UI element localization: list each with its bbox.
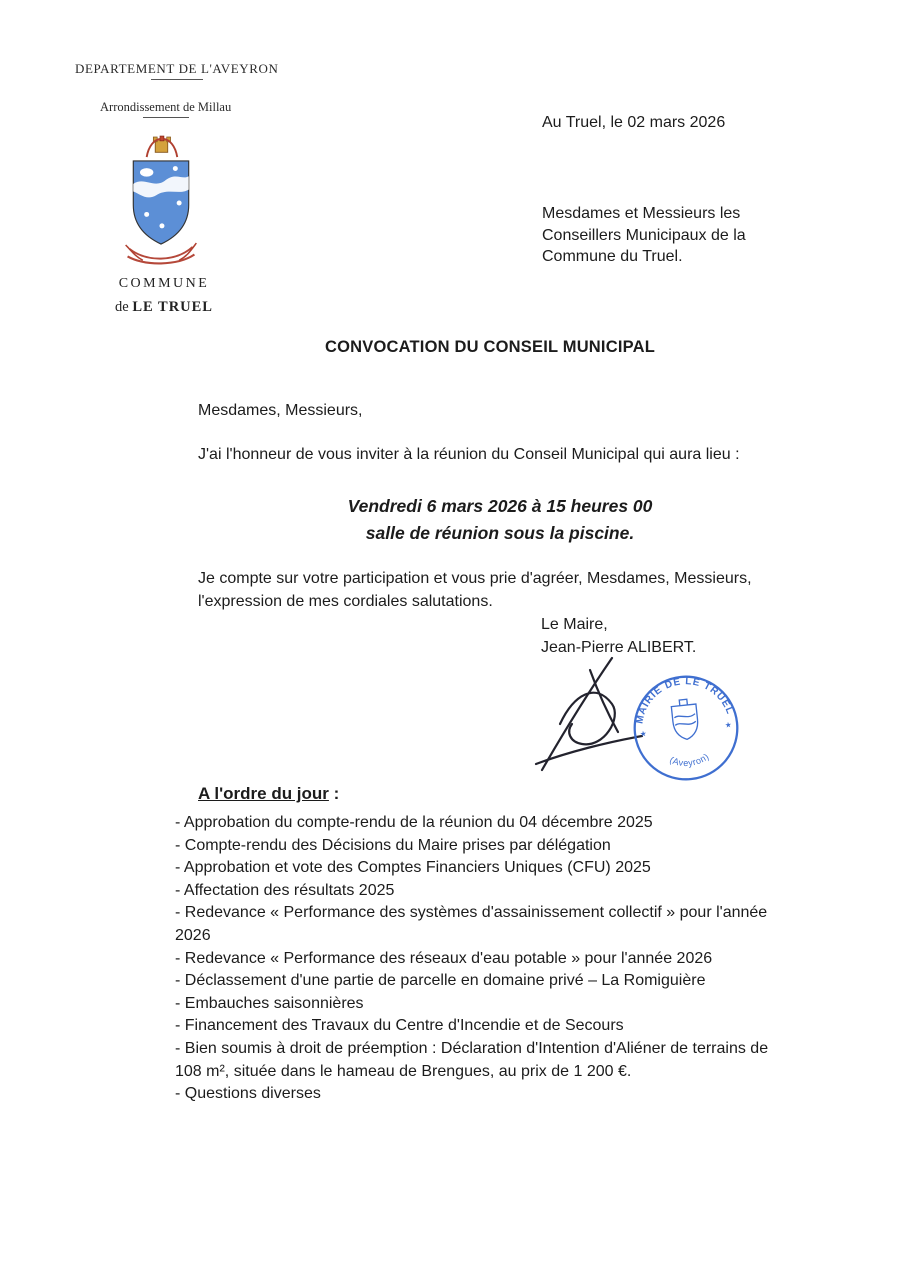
agenda-item: - Questions diverses	[175, 1085, 321, 1103]
department-header	[75, 61, 279, 80]
agenda-item: - Compte-rendu des Décisions du Maire prises par délégation	[175, 836, 611, 854]
agenda-item: - Redevance « Performance des réseaux d'eau potable » pour l'année 2026	[175, 949, 713, 967]
shield-charge-1	[173, 166, 178, 171]
mairie-stamp	[623, 665, 748, 790]
department-underline	[151, 79, 203, 80]
arrondissement-underline	[143, 117, 189, 118]
stamp-star-left-icon: ★	[639, 728, 648, 739]
meeting-datetime: Vendredi 6 mars 2026 à 15 heures 00	[347, 496, 653, 516]
recipient-line-2: Conseillers Municipaux de la	[542, 226, 746, 244]
agenda-item: - Déclassement d'une partie de parcelle en domaine privé – La Romiguière	[175, 972, 706, 990]
commune-line2	[100, 299, 228, 316]
signature-stroke-1	[542, 658, 612, 770]
agenda-heading-colon: :	[328, 784, 340, 803]
stamp-emblem-wave-2	[675, 721, 696, 725]
agenda-item: - Redevance « Performance des systèmes d'assainissement collectif » pour l'année 2026	[175, 904, 768, 944]
recipient-line-1: Mesdames et Messieurs les	[542, 205, 741, 222]
coat-of-arms-icon	[118, 128, 204, 276]
signoff-name: Jean-Pierre ALIBERT.	[541, 638, 697, 656]
recipient-line-3: Commune du Truel.	[542, 248, 683, 265]
agenda-item: - Bien soumis à droit de préemption : Déclaration d'Intention d'Aliéner de terrains de 108 m², située dans le hameau de Brengues, au prix de 1 200 €.	[175, 1039, 769, 1080]
crest-merlon-mid	[160, 136, 164, 141]
commune-name: LE TRUEL	[132, 299, 213, 315]
agenda-item: - Approbation du compte-rendu de la réunion du 04 décembre 2025	[175, 814, 653, 831]
agenda-item: - Affectation des résultats 2025	[175, 881, 395, 899]
closing-paragraph: Je compte sur votre participation et vous prie d'agréer, Mesdames, Messieurs, l'expression de mes cordiales salutations.	[198, 570, 752, 610]
agenda-list	[175, 812, 797, 1106]
arrondissement-header	[100, 100, 231, 118]
stamp-bottom-text: (Aveyron)	[668, 751, 711, 769]
recipient-block	[542, 203, 746, 268]
dateline: Au Truel, le 02 mars 2026	[542, 114, 726, 131]
meeting-details	[190, 493, 810, 547]
department-label: DEPARTEMENT DE L'AVEYRON	[75, 61, 279, 76]
shield-charge-animal	[140, 168, 153, 177]
intro-paragraph: J'ai l'honneur de vous inviter à la réunion du Conseil Municipal qui aura lieu :	[198, 446, 740, 463]
document-title: CONVOCATION DU CONSEIL MUNICIPAL	[325, 338, 655, 356]
signature-stroke-3	[536, 736, 642, 764]
commune-line1: COMMUNE	[118, 276, 210, 291]
agenda-item: - Financement des Travaux du Centre d'Incendie et de Secours	[175, 1017, 624, 1035]
stamp-emblem	[671, 698, 700, 740]
signoff-role: Le Maire,	[541, 616, 608, 633]
salutation: Mesdames, Messieurs,	[198, 402, 363, 419]
stamp-star-right-icon: ★	[724, 720, 733, 730]
arrondissement-label: Arrondissement de Millau	[100, 100, 232, 114]
shield-charge-3	[144, 212, 149, 217]
agenda-item: - Embauches saisonnières	[175, 994, 364, 1012]
stamp-arc-text: MAIRIE DE LE TRUEL	[634, 676, 736, 725]
shield-charge-4	[159, 223, 164, 228]
agenda-heading-text: A l'ordre du jour	[198, 784, 329, 803]
agenda-heading	[198, 784, 339, 804]
meeting-place: salle de réunion sous la piscine.	[365, 523, 635, 543]
commune-prefix: de	[115, 299, 133, 315]
signature-stroke-2	[560, 693, 615, 745]
agenda-item: - Approbation et vote des Comptes Financiers Uniques (CFU) 2025	[175, 859, 651, 877]
branch-upper	[129, 247, 192, 259]
stamp-emblem-wave-1	[674, 714, 695, 718]
signature-stroke-4	[590, 670, 618, 732]
shield-charge-2	[177, 200, 182, 205]
